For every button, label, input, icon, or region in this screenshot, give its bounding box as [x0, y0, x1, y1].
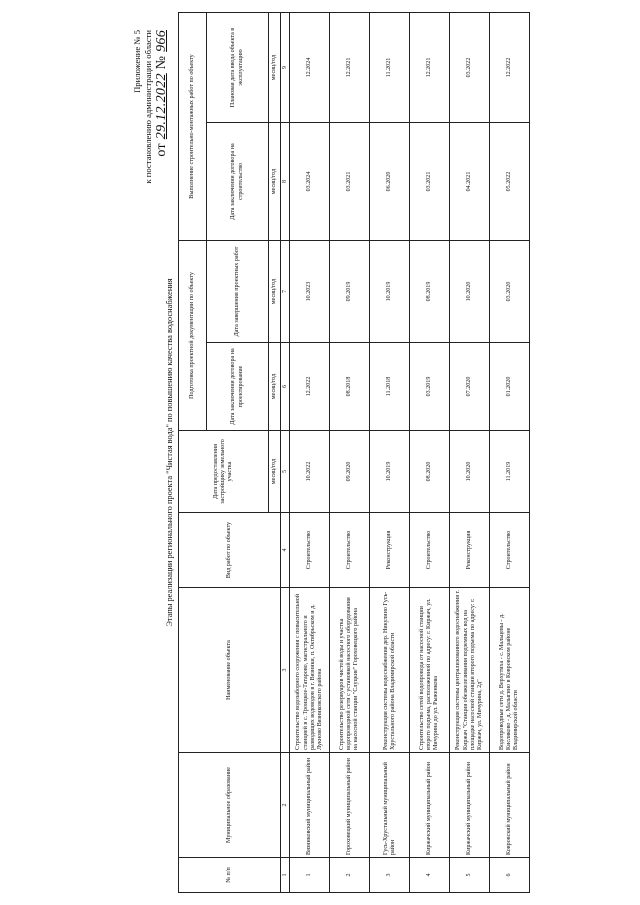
header-land-date: Дата предоставления застройщику земельного участка: [179, 431, 269, 513]
row-object-name: Реконструкция системы водоснабжения дер. Никулино Гусь-Хрустального района Владимирской области: [370, 588, 410, 753]
header-work-type: Вид работ по объекту: [179, 513, 281, 588]
number-sign: №: [154, 55, 169, 70]
row-work-type: Строительство: [490, 513, 530, 588]
row-commission-date: 03.2022: [450, 13, 490, 123]
row-construction-contract: 03.2021: [330, 123, 370, 241]
unit-land-date: месяц/год: [269, 431, 281, 513]
row-object-name: Строительство резервуаров чистой воды и участка водопроводной сети с установкой насосного оборудования на насосной станции "Слуцкие" Гороховецкого района: [330, 588, 370, 753]
header-object-name: Наименование объекта: [179, 588, 281, 753]
row-num: 3: [370, 858, 410, 893]
header-construction-contract: Дата заключения договора на строительство: [207, 123, 269, 241]
row-design-end: 08.2019: [410, 241, 450, 343]
row-municipality: Ковровский муниципальный район: [490, 753, 530, 858]
row-work-type: Строительство: [410, 513, 450, 588]
from-label: от: [154, 143, 169, 157]
row-commission-date: 12.2021: [410, 13, 450, 123]
unit-commission-date: месяц/год: [269, 13, 281, 123]
row-municipality: Вязниковский муниципальный район: [290, 753, 330, 858]
row-construction-contract: 05.2022: [490, 123, 530, 241]
row-municipality: Гусь-Хрустальный муниципальный район: [370, 753, 410, 858]
row-num: 5: [450, 858, 490, 893]
row-design-end: 09.2019: [330, 241, 370, 343]
column-number: 4: [281, 513, 290, 588]
row-land-date: 10.2019: [370, 431, 410, 513]
column-number: 8: [281, 123, 290, 241]
row-num: 1: [290, 858, 330, 893]
stages-table: [178, 12, 530, 893]
row-commission-date: 11.2021: [370, 13, 410, 123]
row-construction-contract: 04.2021: [450, 123, 490, 241]
row-construction-contract: 06.2020: [370, 123, 410, 241]
header-num: № п/п: [179, 858, 281, 893]
header-design-group: Подготовка проектной документации по объекту: [179, 241, 207, 431]
header-construction-group: Выполнение строительно-монтажных работ по объекту: [179, 13, 207, 241]
row-land-date: 08.2020: [410, 431, 450, 513]
row-municipality: Киржачский муниципальный район: [450, 753, 490, 858]
row-design-contract: 11.2018: [370, 343, 410, 431]
row-commission-date: 12.2021: [330, 13, 370, 123]
column-number: 7: [281, 241, 290, 343]
row-municipality: Гороховецкий муниципальный район: [330, 753, 370, 858]
header-commission-date: Плановая дата ввода объекта в эксплуатацию: [207, 13, 269, 123]
decree-date: 29.12.2022: [154, 73, 169, 140]
row-design-end: 10.2020: [450, 241, 490, 343]
row-design-end: 03.2020: [490, 241, 530, 343]
row-land-date: 10.2020: [450, 431, 490, 513]
row-num: 4: [410, 858, 450, 893]
row-num: 2: [330, 858, 370, 893]
row-commission-date: 12.2024: [290, 13, 330, 123]
row-work-type: Реконструкция: [450, 513, 490, 588]
unit-design-end: месяц/год: [269, 241, 281, 343]
header-design-contract: Дата заключения договора на проектирование: [207, 343, 269, 431]
row-design-contract: 03.2019: [410, 343, 450, 431]
row-land-date: 11.2019: [490, 431, 530, 513]
table-row: [290, 13, 330, 893]
row-object-name: Реконструкция системы централизованного водоснабжения г. Киржач "Станция обезжелезивания подземных вод на площадке насосной станции второго подъема по адресу: г. Киржач, ул. Мичурина, 2д": [450, 588, 490, 753]
row-design-end: 10.2019: [370, 241, 410, 343]
table-row: [450, 13, 490, 893]
unit-design-contract: месяц/год: [269, 343, 281, 431]
column-number: 6: [281, 343, 290, 431]
column-number: 9: [281, 13, 290, 123]
document-title: Этапы реализации регионального проекта "Чистая вода" по повышению качества водоснабжения: [165, 278, 174, 627]
header-municipality: Муниципальное образование: [179, 753, 281, 858]
row-object-name: Строительство водозаборного сооружения с повысительной станцией в с. Троицкое-Татарово, магистрального и разводящих водоводов в г. Вязники, п. Октябрьском и д. Лукново Вязниковского района: [290, 588, 330, 753]
column-number: 2: [281, 753, 290, 858]
row-object-name: Строительство сетей водопровода от насосной станции второго подъема, расположенной по адресу: г. Киржач, ул. Мичурина до ул. Рыженкова: [410, 588, 450, 753]
row-work-type: Строительство: [330, 513, 370, 588]
row-num: 6: [490, 858, 530, 893]
decree-reference: к постановлению администрации области: [143, 30, 153, 184]
row-municipality: Киржачский муниципальный район: [410, 753, 450, 858]
row-commission-date: 12.2022: [490, 13, 530, 123]
table-row: [330, 13, 370, 893]
row-work-type: Строительство: [290, 513, 330, 588]
row-design-contract: 01.2020: [490, 343, 530, 431]
row-work-type: Реконструкция: [370, 513, 410, 588]
row-construction-contract: 03.2021: [410, 123, 450, 241]
decree-number: 966: [154, 30, 169, 52]
row-construction-contract: 03.2024: [290, 123, 330, 241]
table-row: [490, 13, 530, 893]
row-design-contract: 07.2020: [450, 343, 490, 431]
row-land-date: 09.2020: [330, 431, 370, 513]
row-land-date: 10.2022: [290, 431, 330, 513]
table-row: [410, 13, 450, 893]
row-design-end: 10.2023: [290, 241, 330, 343]
header-design-end: Дата завершения проектных работ: [207, 241, 269, 343]
column-number: 3: [281, 588, 290, 753]
row-design-contract: 08.2018: [330, 343, 370, 431]
row-design-contract: 12.2022: [290, 343, 330, 431]
unit-construction-contract: месяц/год: [269, 123, 281, 241]
column-number-row: [281, 13, 290, 893]
column-number: 5: [281, 431, 290, 513]
column-number: 1: [281, 858, 290, 893]
appendix-label: Приложение № 5: [132, 30, 142, 93]
row-object-name: Водопроводные сети д. Верхутиха - с. Мальцевы - д. Кисляково - д. Малыгино в Ковровском районе Владимирской области: [490, 588, 530, 753]
table-row: [370, 13, 410, 893]
